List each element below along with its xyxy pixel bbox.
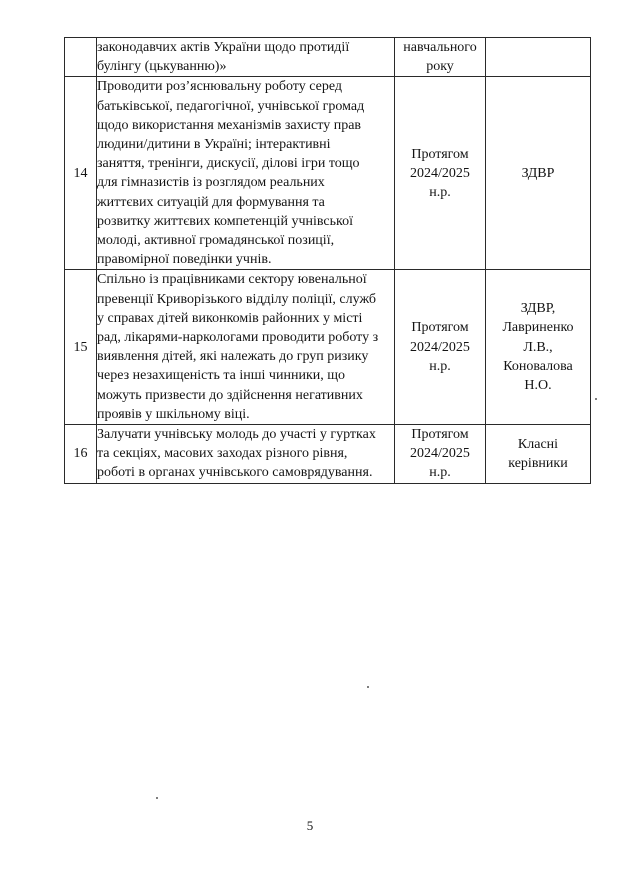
term-text-line: н.р. bbox=[429, 185, 451, 201]
scan-speck bbox=[156, 797, 158, 799]
row-number-cell bbox=[65, 38, 97, 77]
scan-speck bbox=[367, 686, 369, 688]
activity-text-line: превенції Криворізького відділу поліції, служб bbox=[97, 291, 377, 307]
term-text-line: н.р. bbox=[429, 358, 451, 374]
activity-text-line: заняття, тренінги, дискусії, ділові ігри тощо bbox=[97, 156, 360, 172]
activity-text-line: через незахищеність та інші чинники, що bbox=[97, 368, 346, 384]
activity-text-line: молоді, активної громадянської позиції, bbox=[97, 233, 335, 249]
term-text-line: 2024/2025 bbox=[410, 339, 470, 355]
responsible-text-line: Н.О. bbox=[524, 378, 552, 394]
activity-text-line: можуть призвести до здійснення негативних bbox=[97, 387, 363, 403]
activity-text-line: булінгу (цькуванню)» bbox=[97, 59, 227, 75]
activity-plan-table bbox=[64, 37, 591, 484]
responsible-cell bbox=[486, 270, 591, 425]
activity-text-line: рад, лікарями-наркологами проводити роботу з bbox=[97, 330, 379, 346]
activity-text-line: Проводити роз’яснювальну роботу серед bbox=[97, 79, 342, 95]
responsible-text-line: Класні bbox=[517, 436, 559, 452]
responsible-text-line: Коновалова bbox=[503, 358, 573, 374]
responsible-cell bbox=[486, 425, 591, 484]
scan-speck bbox=[595, 398, 597, 400]
activity-text-line: для гімназистів із розглядом реальних bbox=[97, 175, 325, 191]
activity-text-line: виявлення дітей, які належать до груп ризику bbox=[97, 349, 369, 365]
responsible-cell bbox=[486, 38, 591, 77]
term-text-line: Протягом bbox=[411, 320, 469, 336]
activity-text-line: роботі в органах учнівського самоврядування. bbox=[97, 465, 373, 481]
row-number-cell: 15 bbox=[65, 270, 97, 425]
activity-description-cell bbox=[97, 270, 395, 425]
activity-text-line: та секціях, масових заходах різного рівня, bbox=[97, 446, 348, 462]
activity-text-line: проявів у шкільному віці. bbox=[97, 406, 250, 422]
row-number-cell: 16 bbox=[65, 425, 97, 484]
activity-text-line: батьківської, педагогічної, учнівської громад bbox=[97, 98, 365, 114]
term-cell bbox=[395, 425, 486, 484]
term-cell bbox=[395, 77, 486, 270]
responsible-text-line: Л.В., bbox=[523, 339, 553, 355]
activity-text-line: законодавчих актів України щодо протидії bbox=[97, 40, 350, 55]
activity-text-line: людини/дитини в Україні; інтерактивні bbox=[97, 137, 331, 153]
term-cell bbox=[395, 38, 486, 77]
responsible-text-line: керівники bbox=[508, 455, 568, 471]
activity-description-cell bbox=[97, 38, 395, 77]
term-cell bbox=[395, 270, 486, 425]
term-text-line: Протягом bbox=[411, 146, 469, 162]
responsible-text-line: ЗДВР bbox=[521, 165, 555, 181]
term-text-line: 2024/2025 bbox=[410, 165, 470, 181]
responsible-text-line: Лавриненко bbox=[502, 320, 574, 336]
activity-text-line: Залучати учнівську молодь до участі у гуртках bbox=[97, 427, 376, 443]
activity-plan-table-body bbox=[65, 38, 591, 484]
table-row bbox=[65, 77, 591, 270]
row-number-cell: 14 bbox=[65, 77, 97, 270]
table-row bbox=[65, 270, 591, 425]
page-number: 5 bbox=[306, 818, 314, 833]
term-text-line: навчального bbox=[403, 40, 477, 55]
activity-description-cell bbox=[97, 77, 395, 270]
term-text-line: року bbox=[426, 59, 454, 75]
activity-description-cell bbox=[97, 425, 395, 484]
table-row bbox=[65, 38, 591, 77]
activity-text-line: щодо використання механізмів захисту прав bbox=[97, 117, 362, 133]
responsible-text-line: ЗДВР, bbox=[520, 301, 556, 317]
term-text-line: 2024/2025 bbox=[410, 446, 470, 462]
responsible-cell bbox=[486, 77, 591, 270]
term-text-line: Протягом bbox=[411, 427, 469, 443]
term-text-line: н.р. bbox=[429, 465, 451, 481]
activity-text-line: життєвих ситуацій для формування та bbox=[97, 194, 325, 210]
activity-text-line: розвитку життєвих компетенцій учнівської bbox=[97, 213, 353, 229]
table-row bbox=[65, 425, 591, 484]
activity-text-line: правомірної поведінки учнів. bbox=[97, 252, 272, 268]
activity-text-line: Спільно із працівниками сектору ювенальної bbox=[97, 272, 367, 288]
activity-text-line: у справах дітей виконкомів районних у місті bbox=[97, 310, 363, 326]
